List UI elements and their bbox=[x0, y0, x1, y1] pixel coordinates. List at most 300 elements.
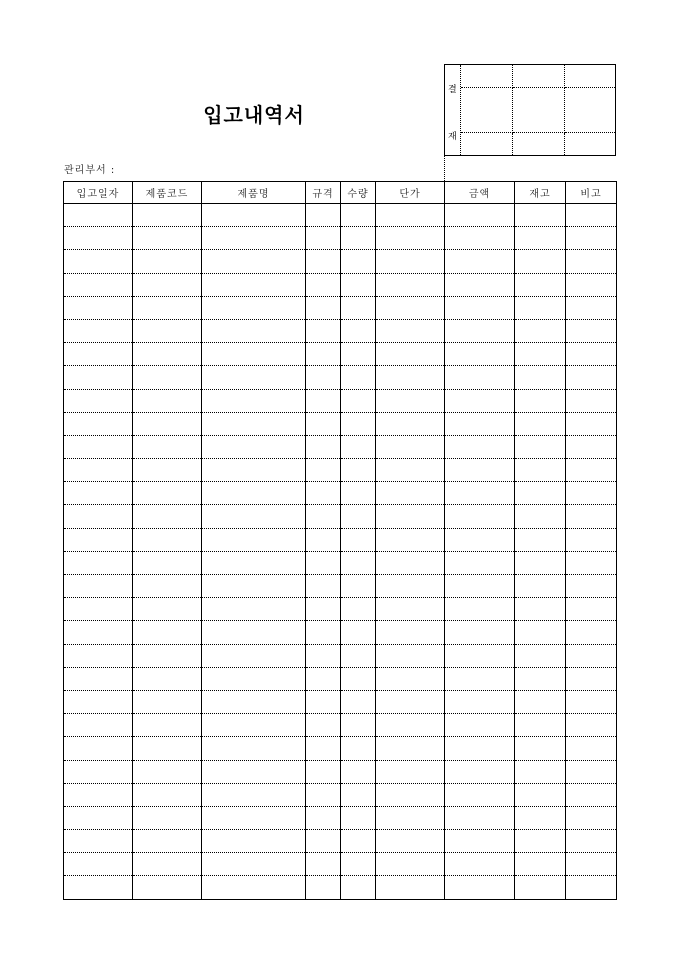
table-cell[interactable] bbox=[306, 482, 341, 505]
table-cell[interactable] bbox=[566, 737, 617, 760]
table-cell[interactable] bbox=[515, 644, 566, 667]
table-cell[interactable] bbox=[376, 551, 445, 574]
table-cell[interactable] bbox=[376, 250, 445, 273]
table-cell[interactable] bbox=[64, 319, 133, 342]
table-row bbox=[64, 737, 617, 760]
table-cell[interactable] bbox=[376, 459, 445, 482]
table-cell[interactable] bbox=[64, 760, 133, 783]
table-cell[interactable] bbox=[515, 296, 566, 319]
table-cell[interactable] bbox=[341, 760, 376, 783]
table-row bbox=[64, 273, 617, 296]
table-cell[interactable] bbox=[64, 459, 133, 482]
table-cell[interactable] bbox=[566, 528, 617, 551]
table-cell[interactable] bbox=[202, 505, 306, 528]
table-row bbox=[64, 459, 617, 482]
table-cell[interactable] bbox=[566, 319, 617, 342]
table-cell[interactable] bbox=[445, 783, 515, 806]
table-cell[interactable] bbox=[64, 830, 133, 853]
table-cell[interactable] bbox=[64, 667, 133, 690]
table-cell[interactable] bbox=[341, 783, 376, 806]
table-cell[interactable] bbox=[64, 575, 133, 598]
table-cell[interactable] bbox=[202, 319, 306, 342]
table-cell[interactable] bbox=[133, 783, 202, 806]
table-cell[interactable] bbox=[445, 250, 515, 273]
table-cell[interactable] bbox=[306, 737, 341, 760]
table-cell[interactable] bbox=[341, 575, 376, 598]
column-header: 규격 bbox=[306, 182, 341, 204]
table-cell[interactable] bbox=[133, 227, 202, 250]
table-cell[interactable] bbox=[341, 296, 376, 319]
table-cell[interactable] bbox=[376, 737, 445, 760]
table-cell[interactable] bbox=[515, 505, 566, 528]
table-row bbox=[64, 204, 617, 227]
table-cell[interactable] bbox=[341, 204, 376, 227]
table-cell[interactable] bbox=[566, 806, 617, 829]
table-cell[interactable] bbox=[376, 598, 445, 621]
table-cell[interactable] bbox=[133, 528, 202, 551]
table-cell[interactable] bbox=[445, 667, 515, 690]
approval-sign-cell-1[interactable] bbox=[461, 88, 513, 133]
table-cell[interactable] bbox=[376, 806, 445, 829]
approval-date-cell-1[interactable] bbox=[461, 133, 513, 155]
approval-title-cell-3[interactable] bbox=[565, 65, 615, 88]
table-cell[interactable] bbox=[64, 806, 133, 829]
column-header: 비고 bbox=[566, 182, 617, 204]
table-row bbox=[64, 389, 617, 412]
table-cell[interactable] bbox=[376, 389, 445, 412]
table-cell[interactable] bbox=[133, 667, 202, 690]
table-cell[interactable] bbox=[133, 806, 202, 829]
table-cell[interactable] bbox=[133, 621, 202, 644]
table-cell[interactable] bbox=[445, 830, 515, 853]
table-cell[interactable] bbox=[133, 319, 202, 342]
table-cell[interactable] bbox=[445, 482, 515, 505]
table-cell[interactable] bbox=[64, 505, 133, 528]
table-cell[interactable] bbox=[376, 830, 445, 853]
table-cell[interactable] bbox=[64, 296, 133, 319]
table-cell[interactable] bbox=[376, 690, 445, 713]
table-cell[interactable] bbox=[566, 435, 617, 458]
table-cell[interactable] bbox=[445, 459, 515, 482]
table-cell[interactable] bbox=[64, 366, 133, 389]
table-cell[interactable] bbox=[64, 783, 133, 806]
table-cell[interactable] bbox=[376, 575, 445, 598]
table-cell[interactable] bbox=[445, 273, 515, 296]
table-cell[interactable] bbox=[515, 667, 566, 690]
table-cell[interactable] bbox=[341, 273, 376, 296]
table-cell[interactable] bbox=[515, 435, 566, 458]
table-cell[interactable] bbox=[133, 250, 202, 273]
table-cell[interactable] bbox=[133, 459, 202, 482]
table-row bbox=[64, 644, 617, 667]
table-cell[interactable] bbox=[306, 459, 341, 482]
table-cell[interactable] bbox=[133, 412, 202, 435]
table-cell[interactable] bbox=[566, 459, 617, 482]
table-cell[interactable] bbox=[566, 598, 617, 621]
table-cell[interactable] bbox=[202, 551, 306, 574]
table-cell[interactable] bbox=[64, 714, 133, 737]
table-cell[interactable] bbox=[566, 482, 617, 505]
table-cell[interactable] bbox=[64, 343, 133, 366]
table-cell[interactable] bbox=[64, 528, 133, 551]
table-cell[interactable] bbox=[341, 714, 376, 737]
table-cell[interactable] bbox=[566, 389, 617, 412]
table-cell[interactable] bbox=[566, 366, 617, 389]
table-cell[interactable] bbox=[515, 273, 566, 296]
table-cell[interactable] bbox=[445, 412, 515, 435]
approval-sign-cell-3[interactable] bbox=[565, 88, 615, 133]
table-cell[interactable] bbox=[202, 273, 306, 296]
table-cell[interactable] bbox=[445, 343, 515, 366]
table-cell[interactable] bbox=[515, 319, 566, 342]
table-cell[interactable] bbox=[376, 528, 445, 551]
table-cell[interactable] bbox=[341, 412, 376, 435]
table-cell[interactable] bbox=[133, 598, 202, 621]
table-cell[interactable] bbox=[515, 389, 566, 412]
table-cell[interactable] bbox=[306, 412, 341, 435]
table-cell[interactable] bbox=[515, 876, 566, 899]
table-cell[interactable] bbox=[306, 830, 341, 853]
table-cell[interactable] bbox=[133, 435, 202, 458]
table-cell[interactable] bbox=[445, 435, 515, 458]
table-cell[interactable] bbox=[202, 482, 306, 505]
table-cell[interactable] bbox=[202, 667, 306, 690]
table-cell[interactable] bbox=[64, 227, 133, 250]
table-cell[interactable] bbox=[202, 575, 306, 598]
table-cell[interactable] bbox=[566, 551, 617, 574]
table-cell[interactable] bbox=[202, 459, 306, 482]
table-cell[interactable] bbox=[133, 575, 202, 598]
table-cell[interactable] bbox=[306, 435, 341, 458]
table-cell[interactable] bbox=[133, 690, 202, 713]
table-cell[interactable] bbox=[64, 482, 133, 505]
table-cell[interactable] bbox=[376, 714, 445, 737]
table-cell[interactable] bbox=[341, 459, 376, 482]
table-cell[interactable] bbox=[566, 830, 617, 853]
table-cell[interactable] bbox=[566, 227, 617, 250]
approval-date-cell-2[interactable] bbox=[513, 133, 565, 155]
table-cell[interactable] bbox=[515, 459, 566, 482]
table-cell[interactable] bbox=[64, 737, 133, 760]
table-cell[interactable] bbox=[64, 204, 133, 227]
table-cell[interactable] bbox=[341, 319, 376, 342]
table-cell[interactable] bbox=[341, 690, 376, 713]
table-row bbox=[64, 876, 617, 899]
table-cell[interactable] bbox=[566, 690, 617, 713]
table-cell[interactable] bbox=[341, 598, 376, 621]
table-cell[interactable] bbox=[376, 667, 445, 690]
table-cell[interactable] bbox=[376, 227, 445, 250]
approval-date-cell-3[interactable] bbox=[565, 133, 615, 155]
table-cell[interactable] bbox=[445, 806, 515, 829]
table-cell[interactable] bbox=[64, 389, 133, 412]
table-cell[interactable] bbox=[306, 644, 341, 667]
table-cell[interactable] bbox=[202, 343, 306, 366]
table-cell[interactable] bbox=[306, 273, 341, 296]
table-cell[interactable] bbox=[133, 760, 202, 783]
table-cell[interactable] bbox=[306, 204, 341, 227]
table-cell[interactable] bbox=[445, 296, 515, 319]
table-cell[interactable] bbox=[306, 853, 341, 876]
table-cell[interactable] bbox=[202, 876, 306, 899]
table-cell[interactable] bbox=[341, 435, 376, 458]
table-cell[interactable] bbox=[306, 319, 341, 342]
table-cell[interactable] bbox=[306, 296, 341, 319]
table-cell[interactable] bbox=[445, 389, 515, 412]
table-cell[interactable] bbox=[566, 644, 617, 667]
table-cell[interactable] bbox=[515, 250, 566, 273]
table-cell[interactable] bbox=[515, 366, 566, 389]
table-cell[interactable] bbox=[202, 690, 306, 713]
table-row bbox=[64, 853, 617, 876]
table-cell[interactable] bbox=[445, 319, 515, 342]
table-cell[interactable] bbox=[341, 876, 376, 899]
table-cell[interactable] bbox=[445, 575, 515, 598]
table-cell[interactable] bbox=[341, 853, 376, 876]
table-cell[interactable] bbox=[202, 389, 306, 412]
table-cell[interactable] bbox=[64, 690, 133, 713]
table-cell[interactable] bbox=[306, 783, 341, 806]
table-cell[interactable] bbox=[202, 830, 306, 853]
table-cell[interactable] bbox=[376, 204, 445, 227]
table-cell[interactable] bbox=[566, 667, 617, 690]
table-cell[interactable] bbox=[133, 853, 202, 876]
table-cell[interactable] bbox=[202, 227, 306, 250]
table-cell[interactable] bbox=[445, 528, 515, 551]
table-cell[interactable] bbox=[133, 204, 202, 227]
table-cell[interactable] bbox=[306, 690, 341, 713]
table-cell[interactable] bbox=[133, 737, 202, 760]
table-cell[interactable] bbox=[64, 412, 133, 435]
table-cell[interactable] bbox=[64, 644, 133, 667]
table-cell[interactable] bbox=[341, 482, 376, 505]
table-cell[interactable] bbox=[376, 319, 445, 342]
table-cell[interactable] bbox=[64, 598, 133, 621]
table-cell[interactable] bbox=[202, 250, 306, 273]
table-cell[interactable] bbox=[341, 551, 376, 574]
table-cell[interactable] bbox=[306, 505, 341, 528]
table-cell[interactable] bbox=[64, 250, 133, 273]
table-cell[interactable] bbox=[306, 343, 341, 366]
column-header: 제품코드 bbox=[133, 182, 202, 204]
table-cell[interactable] bbox=[341, 644, 376, 667]
table-cell[interactable] bbox=[306, 598, 341, 621]
table-row bbox=[64, 505, 617, 528]
table-cell[interactable] bbox=[306, 227, 341, 250]
table-cell[interactable] bbox=[515, 783, 566, 806]
table-cell[interactable] bbox=[515, 482, 566, 505]
table-cell[interactable] bbox=[445, 876, 515, 899]
table-cell[interactable] bbox=[64, 435, 133, 458]
table-cell[interactable] bbox=[515, 690, 566, 713]
table-cell[interactable] bbox=[306, 366, 341, 389]
table-cell[interactable] bbox=[202, 806, 306, 829]
table-cell[interactable] bbox=[202, 435, 306, 458]
table-row bbox=[64, 319, 617, 342]
table-cell[interactable] bbox=[566, 621, 617, 644]
table-cell[interactable] bbox=[566, 714, 617, 737]
table-cell[interactable] bbox=[376, 760, 445, 783]
table-cell[interactable] bbox=[445, 737, 515, 760]
table-cell[interactable] bbox=[515, 598, 566, 621]
table-cell[interactable] bbox=[133, 830, 202, 853]
table-cell[interactable] bbox=[202, 853, 306, 876]
table-row bbox=[64, 575, 617, 598]
table-cell[interactable] bbox=[202, 366, 306, 389]
table-cell[interactable] bbox=[566, 250, 617, 273]
table-cell[interactable] bbox=[376, 366, 445, 389]
table-cell[interactable] bbox=[202, 644, 306, 667]
table-cell[interactable] bbox=[202, 714, 306, 737]
table-cell[interactable] bbox=[376, 505, 445, 528]
table-cell[interactable] bbox=[306, 389, 341, 412]
table-cell[interactable] bbox=[445, 714, 515, 737]
table-cell[interactable] bbox=[515, 830, 566, 853]
table-cell[interactable] bbox=[376, 273, 445, 296]
table-cell[interactable] bbox=[515, 760, 566, 783]
table-cell[interactable] bbox=[306, 575, 341, 598]
approval-sign-cell-2[interactable] bbox=[513, 88, 565, 133]
table-cell[interactable] bbox=[64, 876, 133, 899]
table-cell[interactable] bbox=[306, 876, 341, 899]
table-cell[interactable] bbox=[133, 296, 202, 319]
table-header-row bbox=[64, 182, 617, 204]
table-cell[interactable] bbox=[445, 598, 515, 621]
table-cell[interactable] bbox=[515, 227, 566, 250]
table-cell[interactable] bbox=[445, 853, 515, 876]
table-cell[interactable] bbox=[64, 621, 133, 644]
table-cell[interactable] bbox=[133, 714, 202, 737]
table-cell[interactable] bbox=[515, 621, 566, 644]
table-cell[interactable] bbox=[376, 435, 445, 458]
table-cell[interactable] bbox=[566, 296, 617, 319]
column-header: 수량 bbox=[341, 182, 376, 204]
table-cell[interactable] bbox=[515, 737, 566, 760]
table-cell[interactable] bbox=[445, 690, 515, 713]
table-cell[interactable] bbox=[376, 482, 445, 505]
table-cell[interactable] bbox=[515, 528, 566, 551]
table-cell[interactable] bbox=[133, 273, 202, 296]
table-cell[interactable] bbox=[445, 204, 515, 227]
table-cell[interactable] bbox=[306, 250, 341, 273]
table-cell[interactable] bbox=[515, 343, 566, 366]
table-cell[interactable] bbox=[341, 343, 376, 366]
table-cell[interactable] bbox=[133, 505, 202, 528]
table-cell[interactable] bbox=[445, 227, 515, 250]
table-cell[interactable] bbox=[566, 204, 617, 227]
table-cell[interactable] bbox=[445, 366, 515, 389]
table-cell[interactable] bbox=[202, 783, 306, 806]
table-cell[interactable] bbox=[445, 760, 515, 783]
table-cell[interactable] bbox=[133, 343, 202, 366]
table-cell[interactable] bbox=[202, 760, 306, 783]
table-cell[interactable] bbox=[133, 366, 202, 389]
table-cell[interactable] bbox=[376, 876, 445, 899]
table-cell[interactable] bbox=[515, 853, 566, 876]
table-cell[interactable] bbox=[515, 412, 566, 435]
table-cell[interactable] bbox=[341, 737, 376, 760]
table-row bbox=[64, 714, 617, 737]
table-cell[interactable] bbox=[306, 667, 341, 690]
table-cell[interactable] bbox=[566, 505, 617, 528]
table-cell[interactable] bbox=[64, 853, 133, 876]
table-cell[interactable] bbox=[566, 412, 617, 435]
table-cell[interactable] bbox=[306, 528, 341, 551]
table-cell[interactable] bbox=[515, 204, 566, 227]
table-cell[interactable] bbox=[566, 760, 617, 783]
table-cell[interactable] bbox=[202, 737, 306, 760]
table-cell[interactable] bbox=[306, 621, 341, 644]
table-cell[interactable] bbox=[64, 273, 133, 296]
table-cell[interactable] bbox=[341, 389, 376, 412]
table-cell[interactable] bbox=[566, 575, 617, 598]
table-cell[interactable] bbox=[376, 783, 445, 806]
table-cell[interactable] bbox=[202, 296, 306, 319]
table-cell[interactable] bbox=[566, 853, 617, 876]
table-cell[interactable] bbox=[445, 505, 515, 528]
table-cell[interactable] bbox=[341, 366, 376, 389]
table-cell[interactable] bbox=[376, 296, 445, 319]
table-cell[interactable] bbox=[133, 482, 202, 505]
table-cell[interactable] bbox=[64, 551, 133, 574]
table-row bbox=[64, 690, 617, 713]
table-cell[interactable] bbox=[341, 830, 376, 853]
table-cell[interactable] bbox=[515, 551, 566, 574]
approval-grid bbox=[461, 65, 615, 155]
table-cell[interactable] bbox=[202, 621, 306, 644]
table-cell[interactable] bbox=[202, 204, 306, 227]
table-cell[interactable] bbox=[133, 644, 202, 667]
table-cell[interactable] bbox=[306, 760, 341, 783]
table-cell[interactable] bbox=[376, 644, 445, 667]
table-cell[interactable] bbox=[341, 621, 376, 644]
table-cell[interactable] bbox=[341, 250, 376, 273]
table-cell[interactable] bbox=[341, 667, 376, 690]
table-cell[interactable] bbox=[376, 412, 445, 435]
table-cell[interactable] bbox=[515, 806, 566, 829]
table-cell[interactable] bbox=[341, 505, 376, 528]
table-cell[interactable] bbox=[341, 227, 376, 250]
table-cell[interactable] bbox=[376, 853, 445, 876]
table-cell[interactable] bbox=[566, 876, 617, 899]
table-cell[interactable] bbox=[445, 551, 515, 574]
table-cell[interactable] bbox=[445, 644, 515, 667]
table-cell[interactable] bbox=[133, 389, 202, 412]
table-cell[interactable] bbox=[341, 806, 376, 829]
table-cell[interactable] bbox=[202, 598, 306, 621]
table-cell[interactable] bbox=[202, 528, 306, 551]
table-cell[interactable] bbox=[306, 806, 341, 829]
table-cell[interactable] bbox=[566, 343, 617, 366]
table-cell[interactable] bbox=[376, 343, 445, 366]
table-cell[interactable] bbox=[133, 876, 202, 899]
table-row bbox=[64, 435, 617, 458]
table-cell[interactable] bbox=[566, 273, 617, 296]
table-cell[interactable] bbox=[306, 714, 341, 737]
table-cell[interactable] bbox=[515, 714, 566, 737]
table-cell[interactable] bbox=[445, 621, 515, 644]
table-cell[interactable] bbox=[306, 551, 341, 574]
table-cell[interactable] bbox=[202, 412, 306, 435]
table-cell[interactable] bbox=[566, 783, 617, 806]
approval-title-cell-2[interactable] bbox=[513, 65, 565, 88]
table-cell[interactable] bbox=[376, 621, 445, 644]
approval-title-cell-1[interactable] bbox=[461, 65, 513, 88]
table-cell[interactable] bbox=[341, 528, 376, 551]
table-cell[interactable] bbox=[133, 551, 202, 574]
table-cell[interactable] bbox=[515, 575, 566, 598]
table-row bbox=[64, 250, 617, 273]
